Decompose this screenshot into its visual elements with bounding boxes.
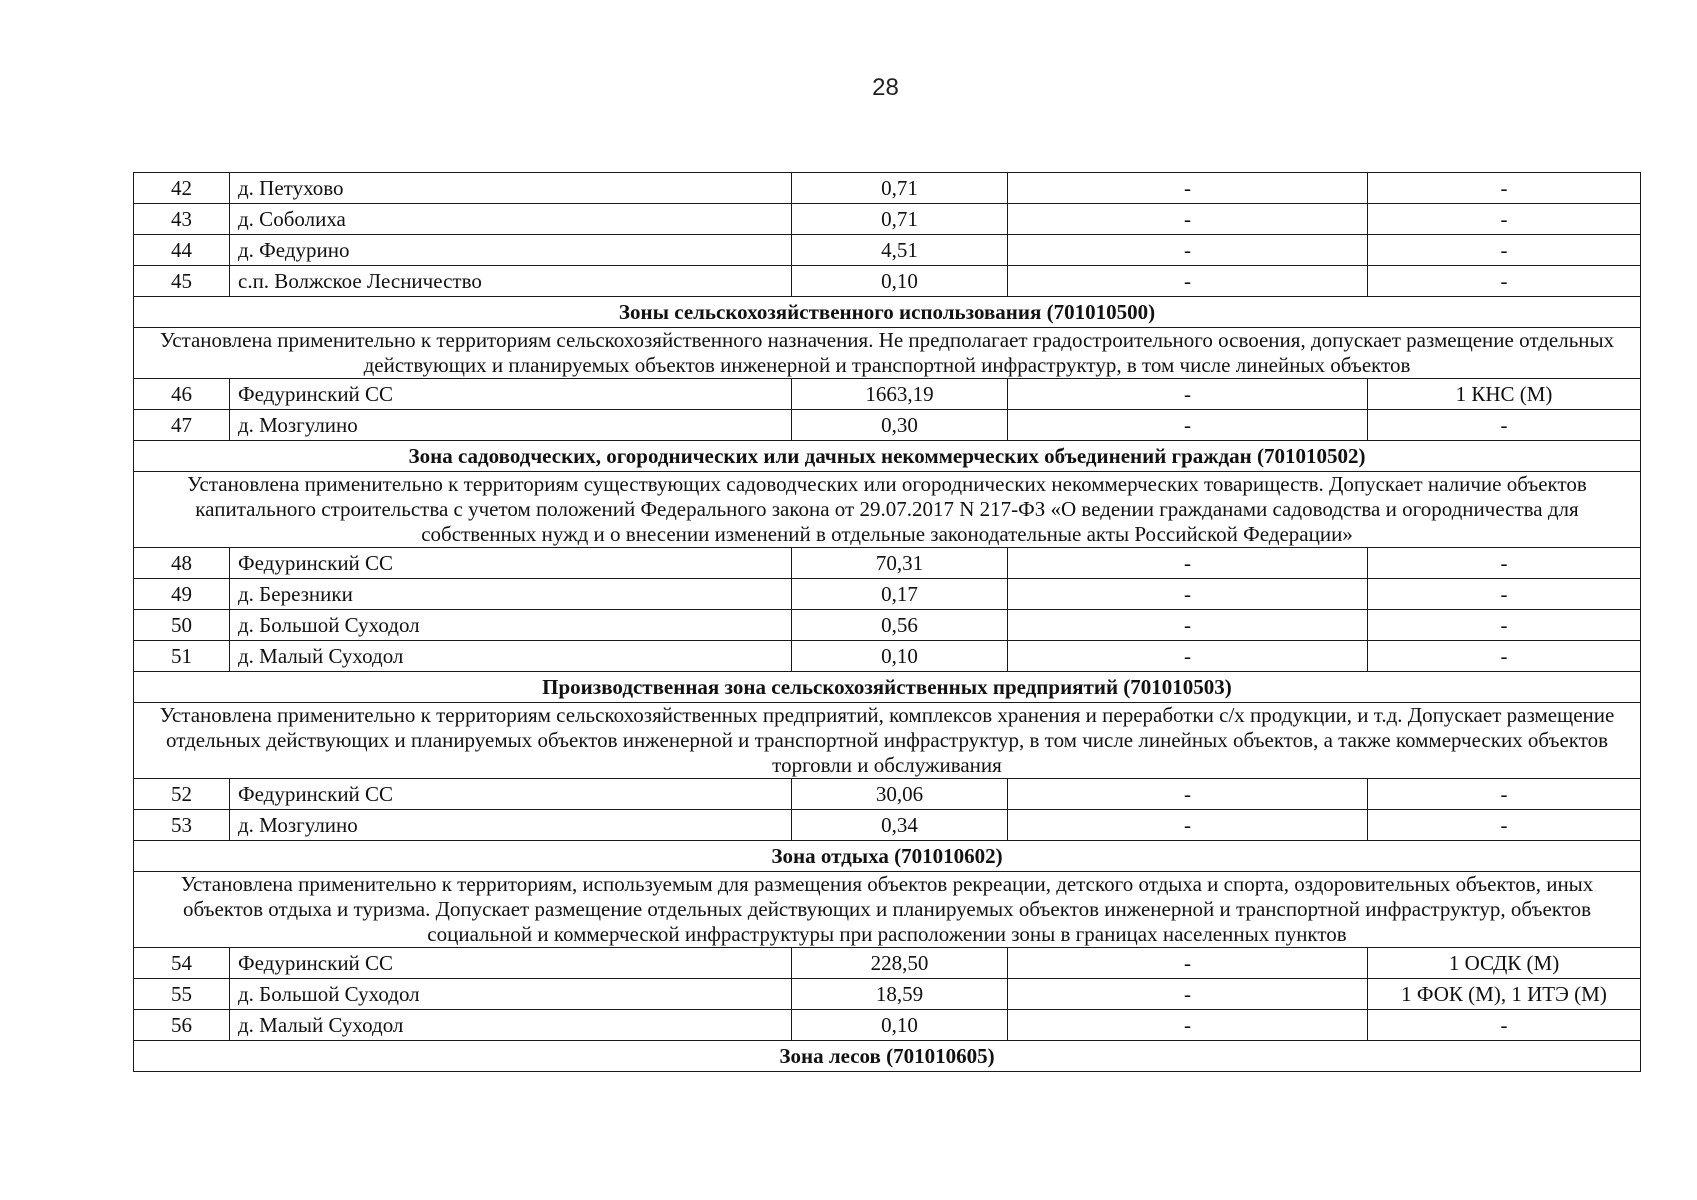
locality-name-cell: с.п. Волжское Лесничество xyxy=(230,266,792,297)
locality-name-cell: Федуринский СС xyxy=(230,948,792,979)
zones-table-body xyxy=(134,173,1641,1072)
area-cell: 0,10 xyxy=(792,641,1008,672)
zone-heading-row xyxy=(134,297,1641,328)
row-number-cell: 49 xyxy=(134,579,230,610)
zone-heading: Зоны сельскохозяйственного использования (701010500) xyxy=(134,297,1641,328)
column-4-cell: - xyxy=(1008,641,1368,672)
table-row xyxy=(134,948,1641,979)
locality-name-cell: Федуринский СС xyxy=(230,779,792,810)
column-5-cell: - xyxy=(1368,548,1641,579)
table-row xyxy=(134,266,1641,297)
zone-description-row xyxy=(134,328,1641,379)
column-5-cell: - xyxy=(1368,810,1641,841)
area-cell: 0,30 xyxy=(792,410,1008,441)
column-4-cell: - xyxy=(1008,610,1368,641)
column-4-cell: - xyxy=(1008,579,1368,610)
locality-name-cell: д. Петухово xyxy=(230,173,792,204)
table-row xyxy=(134,641,1641,672)
row-number-cell: 50 xyxy=(134,610,230,641)
zone-heading: Производственная зона сельскохозяйственных предприятий (701010503) xyxy=(134,672,1641,703)
zone-description: Установлена применительно к территориям сельскохозяйственных предприятий, комплексов хранения и переработки с/х продукции, и т.д. Допускает размещение отдельных действующих и планируемых объектов инженерной и транспортной инфраструктур, в том числе линейных объектов, а также коммерческих объектов торговли и обслуживания xyxy=(134,703,1641,779)
area-cell: 70,31 xyxy=(792,548,1008,579)
column-5-cell: 1 ФОК (М), 1 ИТЭ (М) xyxy=(1368,979,1641,1010)
column-5-cell: 1 ОСДК (М) xyxy=(1368,948,1641,979)
zone-heading-row xyxy=(134,441,1641,472)
area-cell: 0,56 xyxy=(792,610,1008,641)
locality-name-cell: д. Мозгулино xyxy=(230,810,792,841)
table-row xyxy=(134,1010,1641,1041)
area-cell: 0,10 xyxy=(792,266,1008,297)
page-number: 28 xyxy=(872,74,899,101)
table-row xyxy=(134,779,1641,810)
locality-name-cell: д. Мозгулино xyxy=(230,410,792,441)
area-cell: 4,51 xyxy=(792,235,1008,266)
table-row xyxy=(134,204,1641,235)
column-5-cell: - xyxy=(1368,204,1641,235)
table-row xyxy=(134,235,1641,266)
locality-name-cell: Федуринский СС xyxy=(230,548,792,579)
row-number-cell: 54 xyxy=(134,948,230,979)
zones-table xyxy=(133,172,1641,1072)
zone-description-row xyxy=(134,872,1641,948)
zone-heading: Зона отдыха (701010602) xyxy=(134,841,1641,872)
row-number-cell: 51 xyxy=(134,641,230,672)
column-4-cell: - xyxy=(1008,1010,1368,1041)
row-number-cell: 43 xyxy=(134,204,230,235)
row-number-cell: 56 xyxy=(134,1010,230,1041)
area-cell: 18,59 xyxy=(792,979,1008,1010)
locality-name-cell: д. Малый Суходол xyxy=(230,641,792,672)
column-5-cell: - xyxy=(1368,410,1641,441)
row-number-cell: 47 xyxy=(134,410,230,441)
column-5-cell: - xyxy=(1368,779,1641,810)
table-row xyxy=(134,810,1641,841)
column-5-cell: - xyxy=(1368,266,1641,297)
area-cell: 0,71 xyxy=(792,173,1008,204)
area-cell: 0,71 xyxy=(792,204,1008,235)
column-4-cell: - xyxy=(1008,204,1368,235)
column-4-cell: - xyxy=(1008,810,1368,841)
area-cell: 0,17 xyxy=(792,579,1008,610)
column-4-cell: - xyxy=(1008,548,1368,579)
table-row xyxy=(134,379,1641,410)
column-5-cell: - xyxy=(1368,641,1641,672)
row-number-cell: 44 xyxy=(134,235,230,266)
column-5-cell: 1 КНС (М) xyxy=(1368,379,1641,410)
table-row xyxy=(134,579,1641,610)
column-4-cell: - xyxy=(1008,235,1368,266)
locality-name-cell: д. Малый Суходол xyxy=(230,1010,792,1041)
zone-description-row xyxy=(134,703,1641,779)
zone-heading-row xyxy=(134,1041,1641,1072)
locality-name-cell: д. Большой Суходол xyxy=(230,979,792,1010)
row-number-cell: 45 xyxy=(134,266,230,297)
column-4-cell: - xyxy=(1008,379,1368,410)
table-row xyxy=(134,410,1641,441)
area-cell: 0,34 xyxy=(792,810,1008,841)
column-5-cell: - xyxy=(1368,610,1641,641)
zone-description-row xyxy=(134,472,1641,548)
zone-description: Установлена применительно к территориям существующих садоводческих или огороднических некоммерческих товариществ. Допускает наличие объектов капитального строительства с учетом положений Федерального закона от 29.07.2017 N 217-ФЗ «О ведении гражданами садоводства и огородничества для собственных нужд и о внесении изменений в отдельные законодательные акты Российской Федерации» xyxy=(134,472,1641,548)
table-row xyxy=(134,979,1641,1010)
column-5-cell: - xyxy=(1368,1010,1641,1041)
column-5-cell: - xyxy=(1368,579,1641,610)
locality-name-cell: д. Большой Суходол xyxy=(230,610,792,641)
locality-name-cell: Федуринский СС xyxy=(230,379,792,410)
column-5-cell: - xyxy=(1368,173,1641,204)
row-number-cell: 48 xyxy=(134,548,230,579)
column-4-cell: - xyxy=(1008,266,1368,297)
area-cell: 1663,19 xyxy=(792,379,1008,410)
column-4-cell: - xyxy=(1008,410,1368,441)
zone-heading: Зона лесов (701010605) xyxy=(134,1041,1641,1072)
column-4-cell: - xyxy=(1008,948,1368,979)
locality-name-cell: д. Соболиха xyxy=(230,204,792,235)
table-row xyxy=(134,173,1641,204)
area-cell: 30,06 xyxy=(792,779,1008,810)
row-number-cell: 46 xyxy=(134,379,230,410)
zone-description: Установлена применительно к территориям, используемым для размещения объектов рекреации, детского отдыха и спорта, оздоровительных объектов, иных объектов отдыха и туризма. Допускает размещение отдельных действующих и планируемых объектов инженерной и транспортной инфраструктур, объектов социальной и коммерческой инфраструктуры при расположении зоны в границах населенных пунктов xyxy=(134,872,1641,948)
zone-heading: Зона садоводческих, огороднических или дачных некоммерческих объединений граждан (701010502) xyxy=(134,441,1641,472)
area-cell: 228,50 xyxy=(792,948,1008,979)
zone-heading-row xyxy=(134,841,1641,872)
row-number-cell: 52 xyxy=(134,779,230,810)
area-cell: 0,10 xyxy=(792,1010,1008,1041)
locality-name-cell: д. Березники xyxy=(230,579,792,610)
zone-heading-row xyxy=(134,672,1641,703)
column-4-cell: - xyxy=(1008,979,1368,1010)
row-number-cell: 55 xyxy=(134,979,230,1010)
zone-description: Установлена применительно к территориям сельскохозяйственного назначения. Не предполагает градостроительного освоения, допускает размещение отдельных действующих и планируемых объектов инженерной и транспортной инфраструктур, в том числе линейных объектов xyxy=(134,328,1641,379)
table-row xyxy=(134,610,1641,641)
column-4-cell: - xyxy=(1008,173,1368,204)
row-number-cell: 53 xyxy=(134,810,230,841)
table-row xyxy=(134,548,1641,579)
locality-name-cell: д. Федурино xyxy=(230,235,792,266)
column-5-cell: - xyxy=(1368,235,1641,266)
column-4-cell: - xyxy=(1008,779,1368,810)
row-number-cell: 42 xyxy=(134,173,230,204)
